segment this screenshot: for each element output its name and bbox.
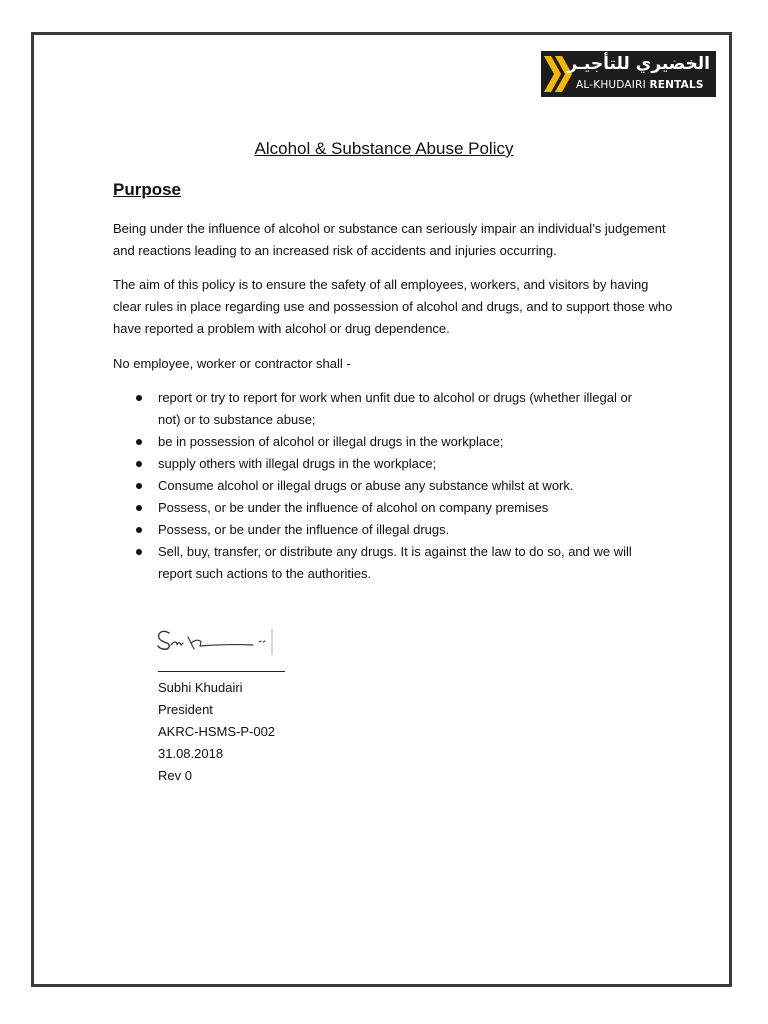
handwritten-signature (155, 625, 280, 659)
logo-latin-part1: AL-KHUDAIRI (576, 79, 646, 91)
section-heading-purpose: Purpose (113, 180, 182, 199)
list-item: be in possession of alcohol or illegal drugs in the workplace; (158, 431, 658, 453)
list-item: Possess, or be under the influence of illegal drugs. (158, 519, 658, 541)
purpose-paragraph-2: The aim of this policy is to ensure the safety of all employees, workers, and visitors by having clear rules in place regarding use and possession of alcohol and drugs, and to support those who have reported a problem with alcohol or drug dependence. (113, 277, 673, 336)
signatory-name: Subhi Khudairi (158, 680, 243, 695)
logo-latin-name (576, 78, 704, 92)
rules-intro: No employee, worker or contractor shall - (113, 356, 351, 371)
logo-latin-part2: RENTALS (649, 79, 704, 91)
document-title: Alcohol & Substance Abuse Policy (254, 139, 514, 158)
company-logo (541, 51, 716, 97)
list-item: report or try to report for work when unfit due to alcohol or drugs (whether illegal or not) or to substance abuse; (158, 387, 658, 431)
logo-arabic-name: الخضيري للتأجيـر (567, 54, 710, 74)
list-item: Sell, buy, transfer, or distribute any drugs. It is against the law to do so, and we will report such actions to the authorities. (158, 541, 658, 585)
signature-line (158, 671, 285, 672)
purpose-paragraph-1: Being under the influence of alcohol or substance can seriously impair an individual’s judgement and reactions leading to an increased risk of accidents and injuries occurring. (113, 221, 666, 258)
document-revision: Rev 0 (158, 768, 192, 783)
signatory-block (158, 677, 275, 787)
list-item: Possess, or be under the influence of alcohol on company premises (158, 497, 658, 519)
signatory-role: President (158, 702, 213, 717)
document-code: AKRC-HSMS-P-002 (158, 724, 276, 739)
rules-list (158, 387, 658, 585)
list-item: supply others with illegal drugs in the workplace; (158, 453, 658, 475)
document-date: 31.08.2018 (158, 746, 224, 761)
list-item: Consume alcohol or illegal drugs or abuse any substance whilst at work. (158, 475, 658, 497)
